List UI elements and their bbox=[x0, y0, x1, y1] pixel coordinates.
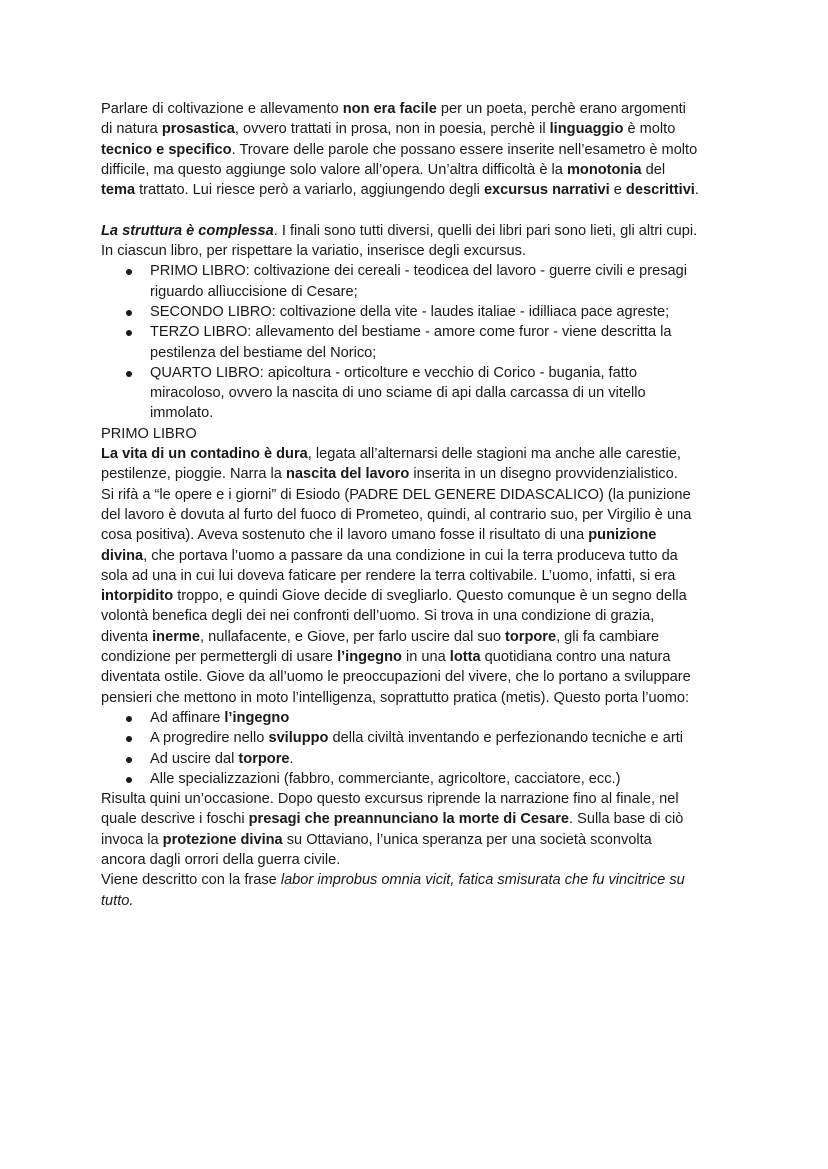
emphasis: presagi che preannunciano la morte di Cesare bbox=[248, 811, 569, 828]
effects-list bbox=[101, 708, 741, 789]
emphasis: monotonia bbox=[566, 161, 642, 178]
bullet-icon bbox=[126, 310, 132, 316]
bullet-icon bbox=[126, 716, 132, 722]
bullet-icon bbox=[126, 757, 132, 763]
emphasis: l’ingegno bbox=[337, 649, 402, 666]
list-item: Ad uscire dal torpore. bbox=[101, 749, 741, 769]
bullet-icon bbox=[126, 330, 132, 336]
emphasis: protezione divina bbox=[162, 831, 283, 848]
list-item: QUARTO LIBRO: apicoltura - orticolture e vecchio di Corico - bugania, fatto miracoloso, ovvero la nascita di uno sciame di api dalla carcassa di un vitello immolato. bbox=[101, 363, 741, 424]
bullet-icon bbox=[126, 269, 132, 275]
emphasis: descrittivi bbox=[625, 182, 695, 199]
latin-quote: tutto. bbox=[101, 892, 134, 909]
document-page bbox=[101, 99, 741, 911]
bullet-icon bbox=[126, 736, 132, 742]
list-item: TERZO LIBRO: allevamento del bestiame - amore come furor - viene descritta la pestilenza del bestiame del Norico; bbox=[101, 322, 741, 363]
emphasis: nascita del lavoro bbox=[285, 466, 410, 483]
emphasis: La struttura è complessa bbox=[101, 222, 274, 239]
bullet-icon bbox=[126, 371, 132, 377]
conclusion-paragraph: Risulta quini un’occasione. Dopo questo excursus riprende la narrazione fino al finale, nel quale descrive i foschi presagi che preannunciano la morte di Cesare. Sulla base di ciò invoca la protezione divina su Ottaviano, l’unica speranza per una società sconvolta ancora dagli orrori della guerra civile. Viene descritto con la frase labor improbus omnia vicit, fatica smisurata che fu vincitrice su tutto. bbox=[101, 789, 741, 911]
emphasis: torpore bbox=[238, 750, 290, 767]
primo-libro-paragraph: La vita di un contadino è dura, legata all’alternarsi delle stagioni ma anche alle carestie, pestilenze, pioggie. Narra la nascita del lavoro inserita in un disegno provvidenzialistico. Si rifà a “le opere e i giorni” di Esiodo (PADRE DEL GENERE DIDASCALICO) (la punizione del lavoro è dovuta al furto del fuoco di Prometeo, quindi, al contrario suo, per Virgilio è una cosa positiva). Aveva sostenuto che il lavoro umano fosse il risultato di una punizione divina, che portava l’uomo a passare da una condizione in cui la terra produceva tutto da sola ad una in cui lui doveva faticare per rendere la terra coltivabile. L’uomo, infatti, si era intorpidito troppo, e quindi Giove decide di svegliarlo. Questo comunque è un segno della volontà benefica degli dei nei confronti dell’uomo. Si trova in una condizione di grazia, diventa inerme, nullafacente, e Giove, per farlo uscire dal suo torpore, gli fa cambiare condizione per permettergli di usare l’ingegno in una lotta quotidiana contro una natura diventata ostile. Giove da all’uomo le preoccupazioni del vivere, che lo portano a sviluppare pensieri che mettono in moto l’intelligenza, soprattutto pratica (metis). Questo porta l’uomo: bbox=[101, 446, 692, 706]
emphasis: tecnico e specifico bbox=[101, 141, 232, 158]
list-item: A progredire nello sviluppo della civiltà inventando e perfezionando tecniche e arti bbox=[101, 728, 741, 748]
emphasis: linguaggio bbox=[549, 121, 624, 138]
emphasis: punizione bbox=[588, 527, 657, 544]
spacer bbox=[101, 200, 741, 220]
section-heading: PRIMO LIBRO bbox=[101, 425, 197, 442]
emphasis: La vita di un contadino è dura bbox=[101, 446, 308, 463]
emphasis: l’ingegno bbox=[224, 709, 290, 726]
emphasis: lotta bbox=[449, 649, 481, 666]
list-item: SECONDO LIBRO: coltivazione della vite - laudes italiae - idilliaca pace agreste; bbox=[101, 302, 741, 322]
emphasis: torpore bbox=[505, 628, 557, 645]
emphasis: prosastica bbox=[161, 121, 235, 138]
list-item: Alle specializzazioni (fabbro, commerciante, agricoltore, cacciatore, ecc.) bbox=[101, 769, 741, 789]
emphasis: non era facile bbox=[342, 101, 437, 117]
emphasis: divina bbox=[101, 547, 144, 564]
emphasis: inerme bbox=[152, 628, 200, 645]
emphasis: excursus narrativi bbox=[483, 182, 610, 199]
latin-quote: labor improbus omnia vicit, fatica smisurata che fu vincitrice su bbox=[280, 872, 685, 889]
emphasis: intorpidito bbox=[101, 588, 174, 605]
structure-paragraph: La struttura è complessa. I finali sono tutti diversi, quelli dei libri pari sono lieti, gli altri cupi. In ciascun libro, per rispettare la variatio, inserisce degli excursus. bbox=[101, 222, 698, 260]
bullet-icon bbox=[126, 777, 132, 783]
list-item: Ad affinare l’ingegno bbox=[101, 708, 741, 728]
emphasis: tema bbox=[101, 182, 136, 199]
books-list bbox=[101, 261, 741, 423]
intro-paragraph: Parlare di coltivazione e allevamento non era facile per un poeta, perchè erano argomenti di natura prosastica, ovvero trattati in prosa, non in poesia, perchè il linguaggio è molto tecnico e specifico. Trovare delle parole che possano essere inserite nell’esametro è molto difficile, ma questo aggiunge solo valore all’opera. Un’altra difficoltà è la monotonia del tema trattato. Lui riesce però a variarlo, aggiungendo degli excursus narrativi e descrittivi. bbox=[101, 101, 699, 199]
list-item: PRIMO LIBRO: coltivazione dei cereali - teodicea del lavoro - guerre civili e presagi riguardo allìuccisione di Cesare; bbox=[101, 261, 741, 302]
emphasis: sviluppo bbox=[268, 730, 329, 747]
